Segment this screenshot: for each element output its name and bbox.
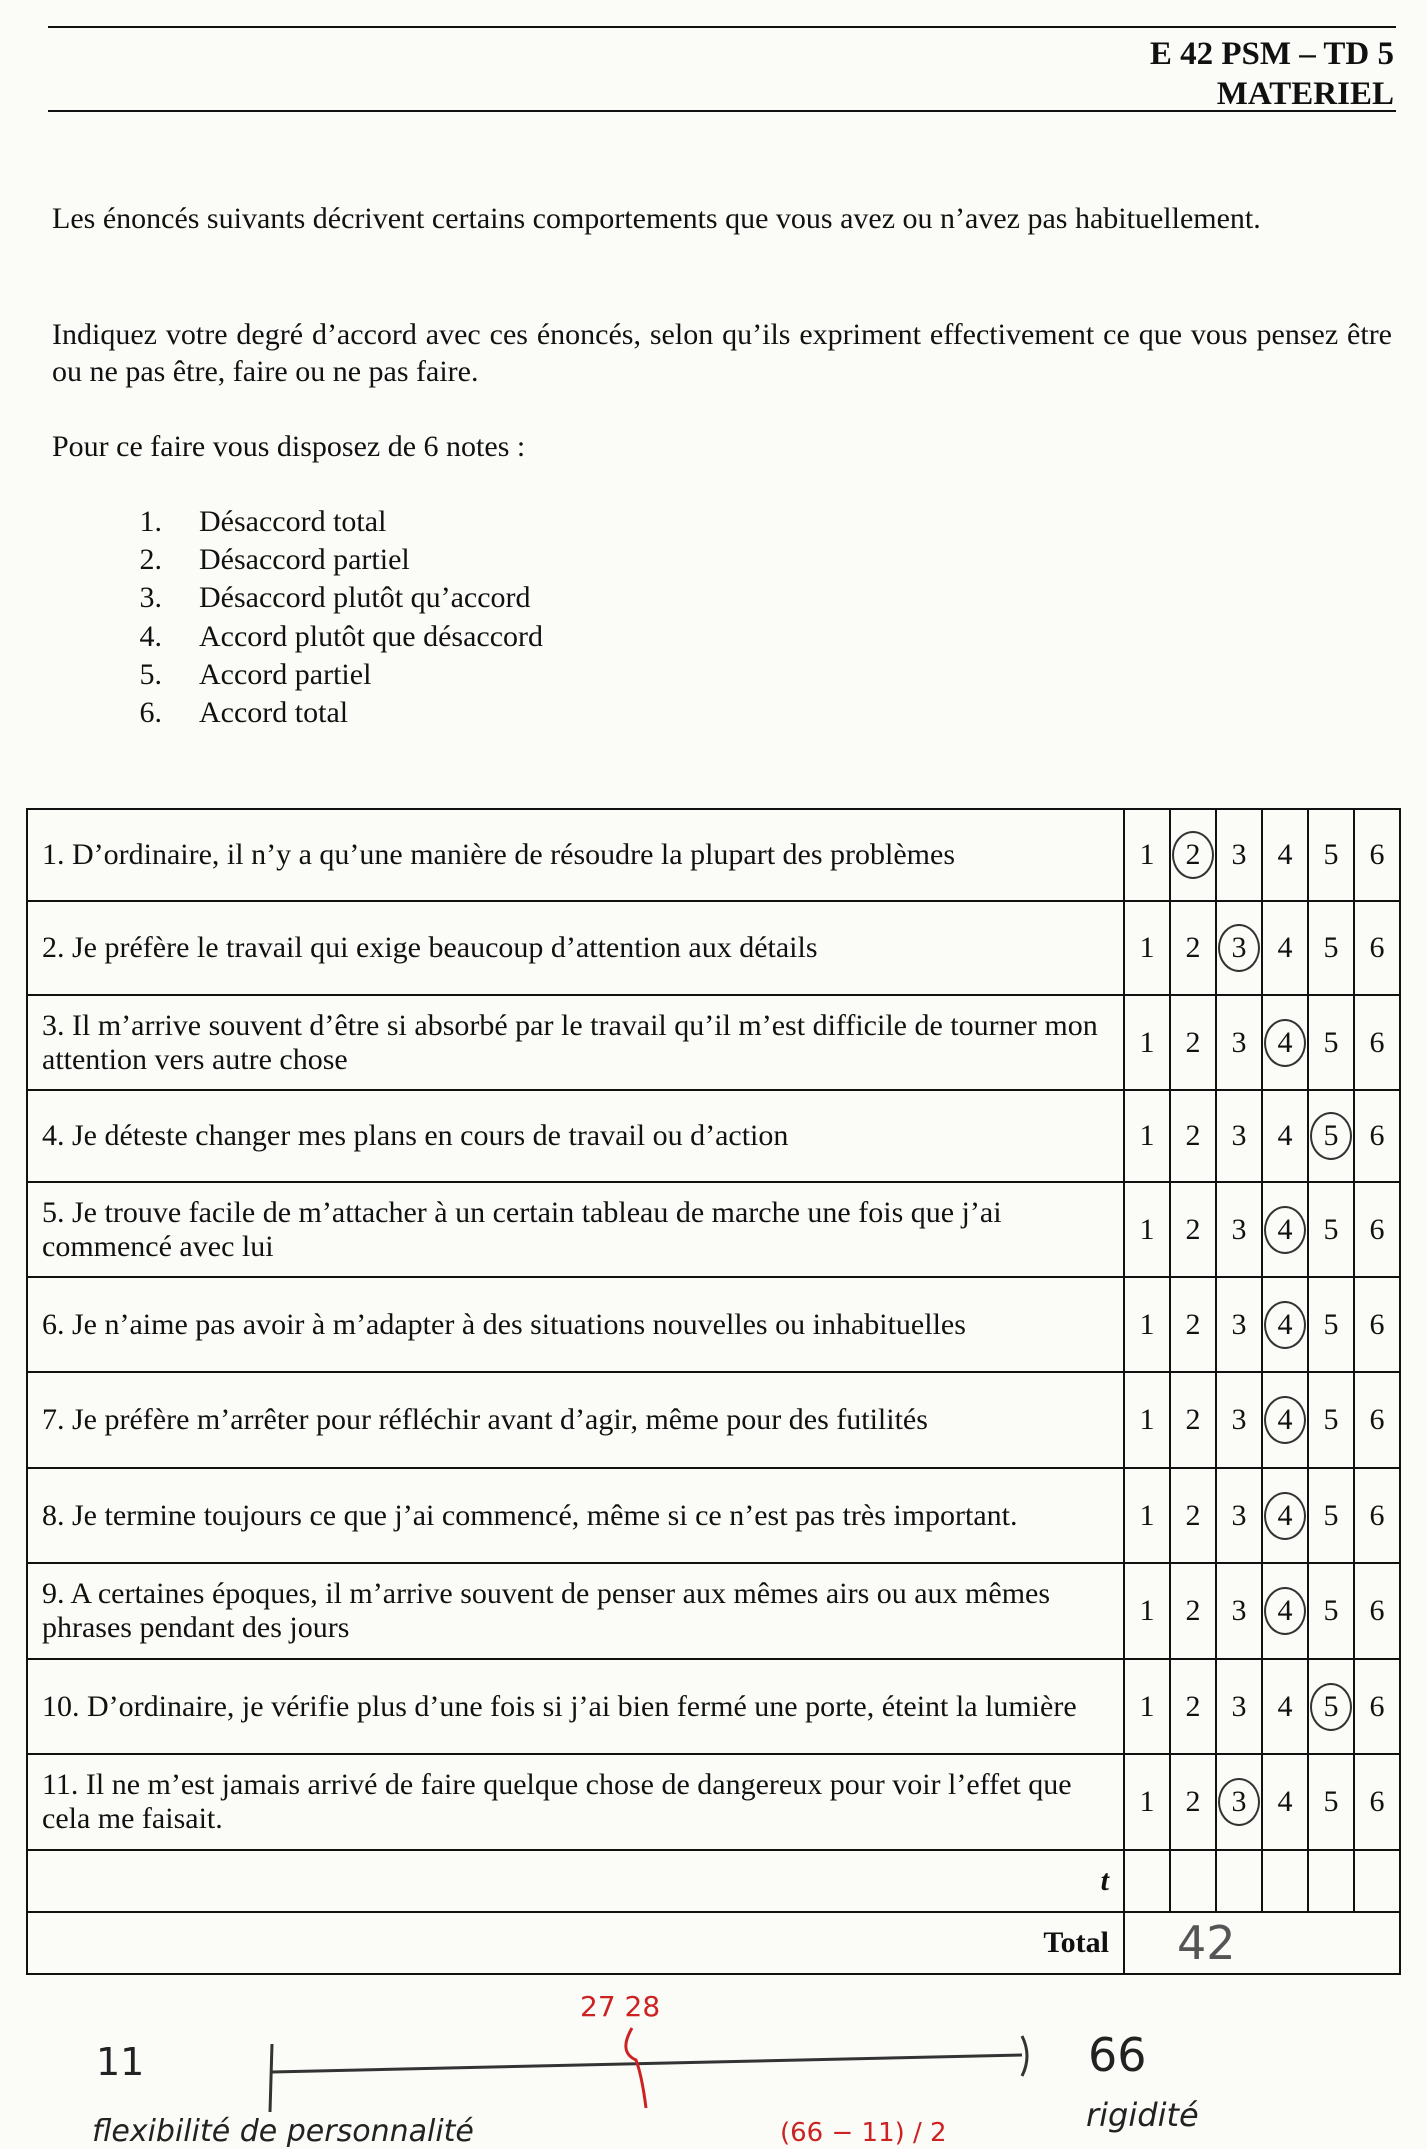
rating-option-selected[interactable]: 4 xyxy=(1264,1492,1306,1540)
rating-option[interactable]: 1 xyxy=(1139,1403,1155,1436)
rating-option[interactable]: 3 xyxy=(1231,1025,1247,1059)
rating-option[interactable]: 3 xyxy=(1231,1594,1247,1627)
rating-option-selected[interactable]: 4 xyxy=(1264,1587,1306,1635)
rating-option[interactable]: 1 xyxy=(1139,1594,1155,1627)
intro-paragraph-2: Indiquez votre degré d’accord avec ces énoncés, selon qu’ils expriment effectivement ce que vous pensez être ou ne pas être, faire ou ne pas faire. xyxy=(52,318,1392,388)
question-text: 2. Je préfère le travail qui exige beaucoup d’attention aux détails xyxy=(27,901,1124,995)
scale-label: Accord total xyxy=(199,696,349,730)
scale-number: 3. xyxy=(139,581,162,615)
rating-option[interactable]: 2 xyxy=(1185,1212,1201,1246)
question-text: 1. D’ordinaire, il n’y a qu’une manière de résoudre la plupart des problèmes xyxy=(27,809,1124,901)
t-label: t xyxy=(27,1850,1124,1912)
rating-option[interactable]: 2 xyxy=(1185,1307,1201,1341)
question-text: 3. Il m’arrive souvent d’être si absorbé par le travail qu’il m’est difficile de tourner mon attention vers autre chose xyxy=(27,995,1124,1090)
rating-option[interactable]: 2 xyxy=(1185,1689,1201,1723)
rating-option[interactable]: 1 xyxy=(1139,1212,1155,1246)
intro-paragraph-3: Pour ce faire vous disposez de 6 notes : xyxy=(52,430,526,463)
scale-label: Accord partiel xyxy=(199,657,372,691)
rating-option[interactable]: 2 xyxy=(1185,1498,1201,1532)
rating-option-selected[interactable]: 5 xyxy=(1310,1112,1352,1160)
rating-option[interactable]: 1 xyxy=(1139,1689,1155,1723)
rating-option[interactable]: 6 xyxy=(1369,1025,1385,1059)
rating-option-selected[interactable]: 3 xyxy=(1218,924,1260,972)
annotation-right-word: rigidité xyxy=(1086,2096,1199,2134)
question-text: 9. A certaines époques, il m’arrive souvent de penser aux mêmes airs ou aux mêmes phrases pendant des jours xyxy=(27,1563,1124,1659)
rating-option[interactable]: 1 xyxy=(1139,1119,1155,1152)
scale-number: 6. xyxy=(139,696,162,730)
rating-option[interactable]: 6 xyxy=(1369,1212,1385,1246)
rating-option[interactable]: 5 xyxy=(1323,1785,1339,1818)
rating-option[interactable]: 5 xyxy=(1323,838,1339,871)
scale-number: 5. xyxy=(139,657,162,691)
rating-option-selected[interactable]: 4 xyxy=(1264,1301,1306,1349)
rating-option[interactable]: 3 xyxy=(1231,1307,1247,1341)
rating-option[interactable]: 6 xyxy=(1369,1119,1385,1152)
rating-option[interactable]: 6 xyxy=(1369,838,1385,871)
total-label: Total xyxy=(27,1912,1124,1974)
annotation-right-number: 66 xyxy=(1088,2028,1147,2082)
rating-option[interactable]: 4 xyxy=(1277,931,1293,964)
rating-option[interactable]: 4 xyxy=(1277,1689,1293,1723)
rating-option[interactable]: 2 xyxy=(1185,1025,1201,1059)
rating-option[interactable]: 1 xyxy=(1139,838,1155,871)
annotation-left-number: 11 xyxy=(96,2040,145,2084)
rating-option[interactable]: 6 xyxy=(1369,1594,1385,1627)
annotation-left-word: flexibilité de personnalité xyxy=(92,2114,474,2149)
total-value[interactable]: 42 xyxy=(1124,1912,1400,1974)
scale-number: 4. xyxy=(139,619,162,653)
rating-option[interactable]: 3 xyxy=(1231,1212,1247,1246)
rating-option-selected[interactable]: 4 xyxy=(1264,1206,1306,1254)
rating-option[interactable]: 3 xyxy=(1231,1498,1247,1532)
rating-option[interactable]: 5 xyxy=(1323,931,1339,964)
intro-paragraph-1: Les énoncés suivants décrivent certains comportements que vous avez ou n’avez pas habituellement. xyxy=(52,202,1261,235)
rating-option[interactable]: 4 xyxy=(1277,1785,1293,1818)
question-text: 5. Je trouve facile de m’attacher à un certain tableau de marche une fois que j’ai commencé avec lui xyxy=(27,1182,1124,1277)
rating-option[interactable]: 3 xyxy=(1231,1119,1247,1152)
rating-option-selected[interactable]: 4 xyxy=(1264,1396,1306,1444)
question-text: 4. Je déteste changer mes plans en cours de travail ou d’action xyxy=(27,1090,1124,1182)
annotation-red-scores: 27 28 xyxy=(580,1990,661,2023)
rating-option[interactable]: 2 xyxy=(1185,931,1201,964)
rating-option[interactable]: 6 xyxy=(1369,1403,1385,1436)
rating-option[interactable]: 2 xyxy=(1185,1594,1201,1627)
rating-option[interactable]: 3 xyxy=(1231,838,1247,871)
rating-option-selected[interactable]: 3 xyxy=(1218,1778,1260,1826)
rating-option[interactable]: 5 xyxy=(1323,1025,1339,1059)
rating-option[interactable]: 1 xyxy=(1139,1785,1155,1818)
rating-option[interactable]: 1 xyxy=(1139,1498,1155,1532)
rating-option[interactable]: 6 xyxy=(1369,1498,1385,1532)
scale-number: 1. xyxy=(139,505,162,538)
rating-option[interactable]: 2 xyxy=(1185,1119,1201,1152)
scale-label: Accord plutôt que désaccord xyxy=(199,619,544,653)
rating-option[interactable]: 1 xyxy=(1139,1025,1155,1059)
rating-option[interactable]: 6 xyxy=(1369,1689,1385,1723)
scale-label: Désaccord total xyxy=(199,505,387,538)
rating-option[interactable]: 2 xyxy=(1185,1785,1201,1818)
rating-option[interactable]: 5 xyxy=(1323,1498,1339,1532)
rating-option[interactable]: 2 xyxy=(1185,1403,1201,1436)
rating-option[interactable]: 6 xyxy=(1369,1785,1385,1818)
rating-option[interactable]: 5 xyxy=(1323,1403,1339,1436)
rating-option[interactable]: 3 xyxy=(1231,1689,1247,1723)
rating-option-selected[interactable]: 4 xyxy=(1264,1019,1306,1067)
rating-option[interactable]: 1 xyxy=(1139,931,1155,964)
scale-label: Désaccord plutôt qu’accord xyxy=(199,581,531,615)
rating-option[interactable]: 6 xyxy=(1369,931,1385,964)
scale-number: 2. xyxy=(139,543,162,577)
rating-option[interactable]: 5 xyxy=(1323,1212,1339,1246)
question-text: 10. D’ordinaire, je vérifie plus d’une fois si j’ai bien fermé une porte, éteint la lumière xyxy=(27,1659,1124,1754)
rating-option[interactable]: 1 xyxy=(1139,1307,1155,1341)
rating-option[interactable]: 4 xyxy=(1277,1119,1293,1152)
rating-option[interactable]: 6 xyxy=(1369,1307,1385,1341)
rating-option[interactable]: 4 xyxy=(1277,838,1293,871)
rating-option-selected[interactable]: 5 xyxy=(1310,1683,1352,1731)
scale-label: Désaccord partiel xyxy=(199,543,410,577)
rating-option[interactable]: 5 xyxy=(1323,1594,1339,1627)
question-text: 8. Je termine toujours ce que j’ai commencé, même si ce n’est pas très important. xyxy=(27,1468,1124,1563)
rating-option[interactable]: 3 xyxy=(1231,1403,1247,1436)
header-subtitle: MATERIEL xyxy=(1216,76,1394,112)
question-text: 11. Il ne m’est jamais arrivé de faire quelque chose de dangereux pour voir l’effet que cela me faisait. xyxy=(27,1754,1124,1850)
annotation-red-formula: (66 − 11) / 2 xyxy=(780,2118,947,2148)
question-text: 7. Je préfère m’arrêter pour réfléchir avant d’agir, même pour des futilités xyxy=(27,1372,1124,1468)
rating-option[interactable]: 5 xyxy=(1323,1307,1339,1341)
question-text: 6. Je n’aime pas avoir à m’adapter à des situations nouvelles ou inhabituelles xyxy=(27,1277,1124,1372)
header-code: E 42 PSM – TD 5 xyxy=(1149,36,1394,72)
rating-option-selected[interactable]: 2 xyxy=(1172,831,1214,879)
